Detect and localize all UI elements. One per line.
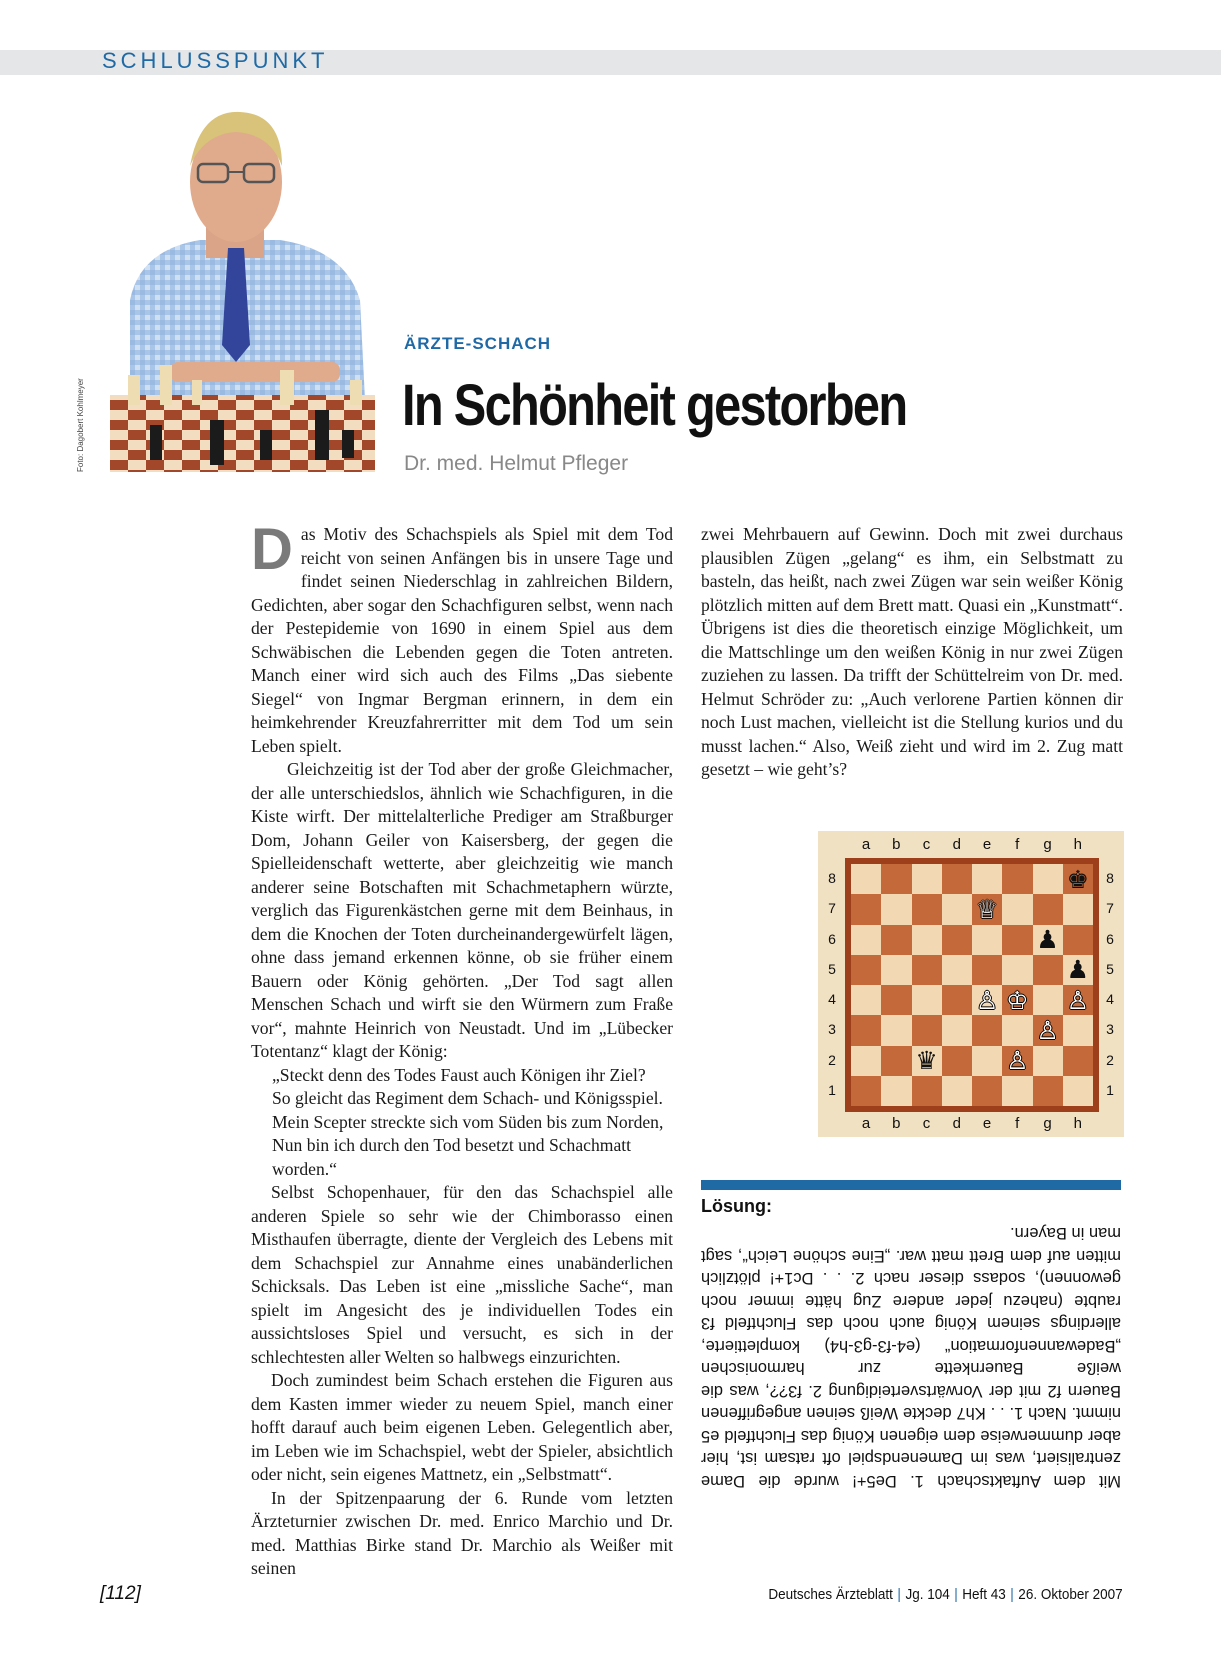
board-square-h2 [1063, 1046, 1093, 1076]
board-square-c8 [912, 864, 942, 894]
board-square-g8 [1033, 864, 1063, 894]
board-rank-label: 4 [1106, 991, 1114, 1007]
board-square-e2 [972, 1046, 1002, 1076]
board-square-e6 [972, 925, 1002, 955]
board-square-g6 [1033, 925, 1063, 955]
quote-line: Mein Scepter streckte sich vom Süden bis zum Norden, [272, 1111, 664, 1132]
board-square-c5 [912, 955, 942, 985]
white-pawn-icon: ♙ [1036, 1015, 1059, 1045]
paragraph: Selbst Schopenhauer, für den das Schachspiel alle anderen Spiele so sehr wie der Chimborasso einen Misthaufen überragte, diente der Vergleich des Lebens mit dem Schachspiel zur Annahme eines unabänderlichen Schicksals. Das Leben ist eine „missliche Sache“, man spielt im Angesicht des je individuellen Todes ein aussichtsloses Spiel und versucht, es sich in der schlechtesten aller Welten so halbwegs einzurichten. [251, 1182, 673, 1367]
quote-line: „Steckt denn des Todes Faust auch Königen ihr Ziel? [272, 1064, 646, 1085]
article-column-left [251, 517, 673, 1581]
board-rank-label: 6 [828, 930, 836, 947]
solution-text-upside-down: Mit dem Auftaktschach 1. De5+! wurde die Dame zentralisiert, was im Damenendspiel oft ratsam ist, hier aber dummerweise dem eigenen König das Fluchtfeld e5 nimmt. Nach 1. . . Kh7 deckte Weiß seinen angegriffenen Bauern f2 mit der Vorwärtsverteidigung 2. f3??, was die weiße Bauernkette zur harmonischen „Badewannenformation“ (e4-f3-g3-h4) komplettierte, allerdings seinem König auch noch das Fluchtfeld f3 raubte (nahezu jeder andere Zug hätte immer noch gewonnen), sodass dieser nach 2. . . Dc1+! plötzlich mitten auf dem Brett matt war. „Eine schöne Leich“, sagt man in Bayern. [701, 1224, 1121, 1490]
article-kicker: ÄRZTE-SCHACH [404, 334, 552, 353]
quote-line: So gleicht das Regiment dem Schach- und Königsspiel. [272, 1088, 663, 1108]
white-king-icon: ♔ [1006, 985, 1029, 1015]
chess-board [845, 858, 1099, 1112]
drop-cap: D [251, 517, 293, 582]
footer-separator: | [954, 1586, 959, 1603]
footer-separator: | [1010, 1586, 1015, 1603]
article-column-right [701, 523, 1123, 782]
paragraph: In der Spitzenpaarung der 6. Runde vom letzten Ärzteturnier zwischen Dr. med. Enrico Marchio und Dr. med. Matthias Birke stand Dr. Marchio als Weißer mit seinen [251, 1487, 673, 1578]
paragraph: zwei Mehrbauern auf Gewinn. Doch mit zwei durchaus plausiblen Zügen „gelang“ es ihm, ein Selbstmatt zu basteln, das heißt, nach zwei Zügen war sein weißer König plötzlich mitten auf dem Brett matt. Quasi ein „Kunstmatt“. Übrigens ist dies die theoretisch einzige Möglichkeit, um die Mattschlinge um den weißen König in nur zwei Zügen zuziehen zu lassen. Da trifft der Schüttelreim von Dr. med. Helmut Schröder zu: „Auch verlorene Partien können dir noch Lust machen, vielleicht ist die Stellung kurios und du musst lachen.“ Also, Weiß zieht und wird im 2. Zug matt gesetzt – wie geht’s? [701, 524, 1123, 779]
board-square-f5 [1002, 955, 1032, 985]
white-queen-icon: ♕ [975, 894, 999, 924]
board-file-label: e [982, 1115, 992, 1132]
board-square-b7 [881, 894, 911, 924]
board-square-h5 [1063, 955, 1093, 985]
board-rank-label: 6 [1106, 930, 1114, 947]
board-square-a3 [851, 1015, 881, 1045]
author-photo [110, 100, 375, 472]
board-square-a6 [851, 925, 881, 955]
white-pawn-icon: ♙ [1066, 985, 1090, 1015]
board-square-d8 [942, 864, 972, 894]
board-square-e8 [972, 864, 1002, 894]
board-square-c6 [912, 925, 942, 955]
board-file-label: g [1043, 836, 1052, 853]
article-title: In Schönheit gestorben [402, 373, 907, 438]
quote-line: Nun bin ich durch den Tod besetzt und Schachmatt worden.“ [272, 1135, 632, 1179]
photo-credit: Foto: Dagobert Kohlmeyer [76, 378, 85, 472]
black-pawn-icon: ♟ [1066, 955, 1090, 985]
board-square-b4 [881, 985, 911, 1015]
chess-diagram [818, 831, 1124, 1137]
board-square-f1 [1002, 1076, 1032, 1106]
board-square-c1 [912, 1076, 942, 1106]
board-square-a1 [851, 1076, 881, 1106]
board-square-f2 [1002, 1046, 1032, 1076]
paragraph: as Motiv des Schachspiels als Spiel mit dem Tod reicht von seinen Anfängen bis in unsere Tage und findet seinen Niederschlag in zahlreichen Bildern, Gedichten, aber sogar den Schachfiguren selbst, wenn nach der Pestepidemie von 1690 in einem Spiel aus dem Schwäbischen die Lebenden gegen die Toten antreten. Manch einer wird sich auch des Films „Das siebente Siegel“ von Ingmar Bergman erinnern, in dem ein heimkehrender Kreuzfahrerritter mit dem Tod um sein Leben spielt. [251, 524, 673, 756]
board-rank-label: 7 [1106, 900, 1114, 917]
black-king-icon: ♚ [1066, 864, 1090, 894]
board-square-d6 [942, 925, 972, 955]
board-square-h4 [1063, 985, 1093, 1015]
footer-citation [769, 1586, 1123, 1603]
board-square-e7 [972, 894, 1002, 924]
board-square-d3 [942, 1015, 972, 1045]
board-rank-label: 1 [1106, 1081, 1114, 1098]
board-file-label: b [892, 836, 901, 853]
board-file-label: e [982, 836, 992, 853]
page-number: [112] [100, 1583, 141, 1604]
board-square-f3 [1002, 1015, 1032, 1045]
white-pawn-icon: ♙ [975, 985, 999, 1015]
board-square-g1 [1033, 1076, 1063, 1106]
board-square-c7 [912, 894, 942, 924]
poem-quote [251, 1064, 673, 1182]
board-square-b6 [881, 925, 911, 955]
board-file-label: c [922, 1115, 931, 1132]
board-square-a4 [851, 985, 881, 1015]
board-square-b5 [881, 955, 911, 985]
board-square-f4 [1002, 985, 1032, 1015]
board-square-f8 [1002, 864, 1032, 894]
board-file-label: h [1073, 1115, 1082, 1132]
board-rank-label: 5 [828, 960, 836, 977]
section-label: SCHLUSSPUNKT [102, 48, 329, 73]
board-square-a2 [851, 1046, 881, 1076]
solution-divider [701, 1180, 1121, 1190]
board-rank-label: 7 [828, 900, 836, 917]
board-square-b2 [881, 1046, 911, 1076]
board-square-e3 [972, 1015, 1002, 1045]
board-rank-label: 4 [828, 991, 836, 1007]
board-square-g2 [1033, 1046, 1063, 1076]
board-rank-label: 3 [828, 1021, 836, 1038]
white-pawn-icon: ♙ [1006, 1046, 1029, 1076]
board-rank-label: 2 [828, 1051, 836, 1068]
board-square-b1 [881, 1076, 911, 1106]
board-square-h6 [1063, 925, 1093, 955]
board-file-label: a [861, 836, 871, 853]
paragraph: Gleichzeitig ist der Tod aber der große Gleichmacher, der alle unterschiedslos, ähnlich wie Schachfiguren, in die Kiste wirft. Der mittelalterliche Prediger am Straßburger Dom, Johann Geiler von Kaisersberg, der gegen die Spielleidenschaft wetterte, aber gleichzeitig wie manch anderer seine Botschaften mit Schachmetaphern würzte, verglich das Figurenkästchen gerne mit dem Beinhaus, in dem die Knochen der Toten durcheinandergewürfelt lägen, ohne dass jemand erkennen könne, ob sie früher einem Bauern oder König gehörten. „Der Tod sagt allen Menschen Schach und wirft sie den Würmern zum Fraße vor“, mahnte Heinrich von Neustadt. Und im „Lübecker Totentanz“ klagt der König: [251, 759, 673, 1061]
board-rank-label: 5 [1106, 960, 1114, 977]
board-square-g7 [1033, 894, 1063, 924]
board-square-h8 [1063, 864, 1093, 894]
board-square-e5 [972, 955, 1002, 985]
board-square-e4 [972, 985, 1002, 1015]
board-rank-label: 2 [1106, 1051, 1114, 1068]
board-square-a8 [851, 864, 881, 894]
board-square-d7 [942, 894, 972, 924]
article-author: Dr. med. Helmut Pfleger [404, 452, 629, 475]
board-square-h1 [1063, 1076, 1093, 1106]
board-square-f7 [1002, 894, 1032, 924]
footer-separator: | [897, 1586, 902, 1603]
solution-title: Lösung: [701, 1196, 772, 1216]
black-queen-icon: ♛ [915, 1046, 938, 1076]
board-rank-label: 1 [828, 1081, 836, 1098]
board-file-label: h [1073, 836, 1082, 853]
board-rank-label: 8 [828, 870, 836, 886]
board-square-b8 [881, 864, 911, 894]
board-file-label: d [952, 1115, 961, 1132]
board-rank-label: 8 [1106, 870, 1114, 886]
board-square-c3 [912, 1015, 942, 1045]
board-square-c2 [912, 1046, 942, 1076]
journal-volume: Jg. 104 [905, 1586, 951, 1603]
board-square-d1 [942, 1076, 972, 1106]
board-square-c4 [912, 985, 942, 1015]
paragraph: Doch zumindest beim Schach erstehen die Figuren aus dem Kasten immer wieder zu neuem Spiel, manch einer hofft darauf auch beim eigenen Leben. Gelegentlich aber, im Leben wie im Schachspiel, webt der Spieler, absichtlich oder nicht, sein eigenes Mattnetz, ein „Selbstmatt“. [251, 1370, 673, 1484]
black-pawn-icon: ♟ [1036, 925, 1059, 955]
board-file-label: f [1015, 836, 1020, 853]
board-square-b3 [881, 1015, 911, 1045]
board-file-label: d [952, 836, 961, 853]
board-square-h3 [1063, 1015, 1093, 1045]
journal-date: 26. Oktober 2007 [1018, 1586, 1123, 1603]
author-portrait-image [110, 100, 375, 472]
board-square-g4 [1033, 985, 1063, 1015]
journal-issue: Heft 43 [962, 1586, 1007, 1603]
board-square-d4 [942, 985, 972, 1015]
board-file-label: f [1015, 1115, 1020, 1132]
journal-name: Deutsches Ärzteblatt [768, 1586, 894, 1603]
board-square-a7 [851, 894, 881, 924]
board-square-g5 [1033, 955, 1063, 985]
board-file-label: b [892, 1115, 901, 1132]
board-square-g3 [1033, 1015, 1063, 1045]
board-file-label: a [861, 1115, 871, 1132]
board-square-f6 [1002, 925, 1032, 955]
board-square-a5 [851, 955, 881, 985]
board-square-e1 [972, 1076, 1002, 1106]
board-square-h7 [1063, 894, 1093, 924]
board-file-label: g [1043, 1115, 1052, 1132]
board-rank-label: 3 [1106, 1021, 1114, 1038]
board-square-d5 [942, 955, 972, 985]
board-square-d2 [942, 1046, 972, 1076]
board-file-label: c [922, 836, 931, 853]
